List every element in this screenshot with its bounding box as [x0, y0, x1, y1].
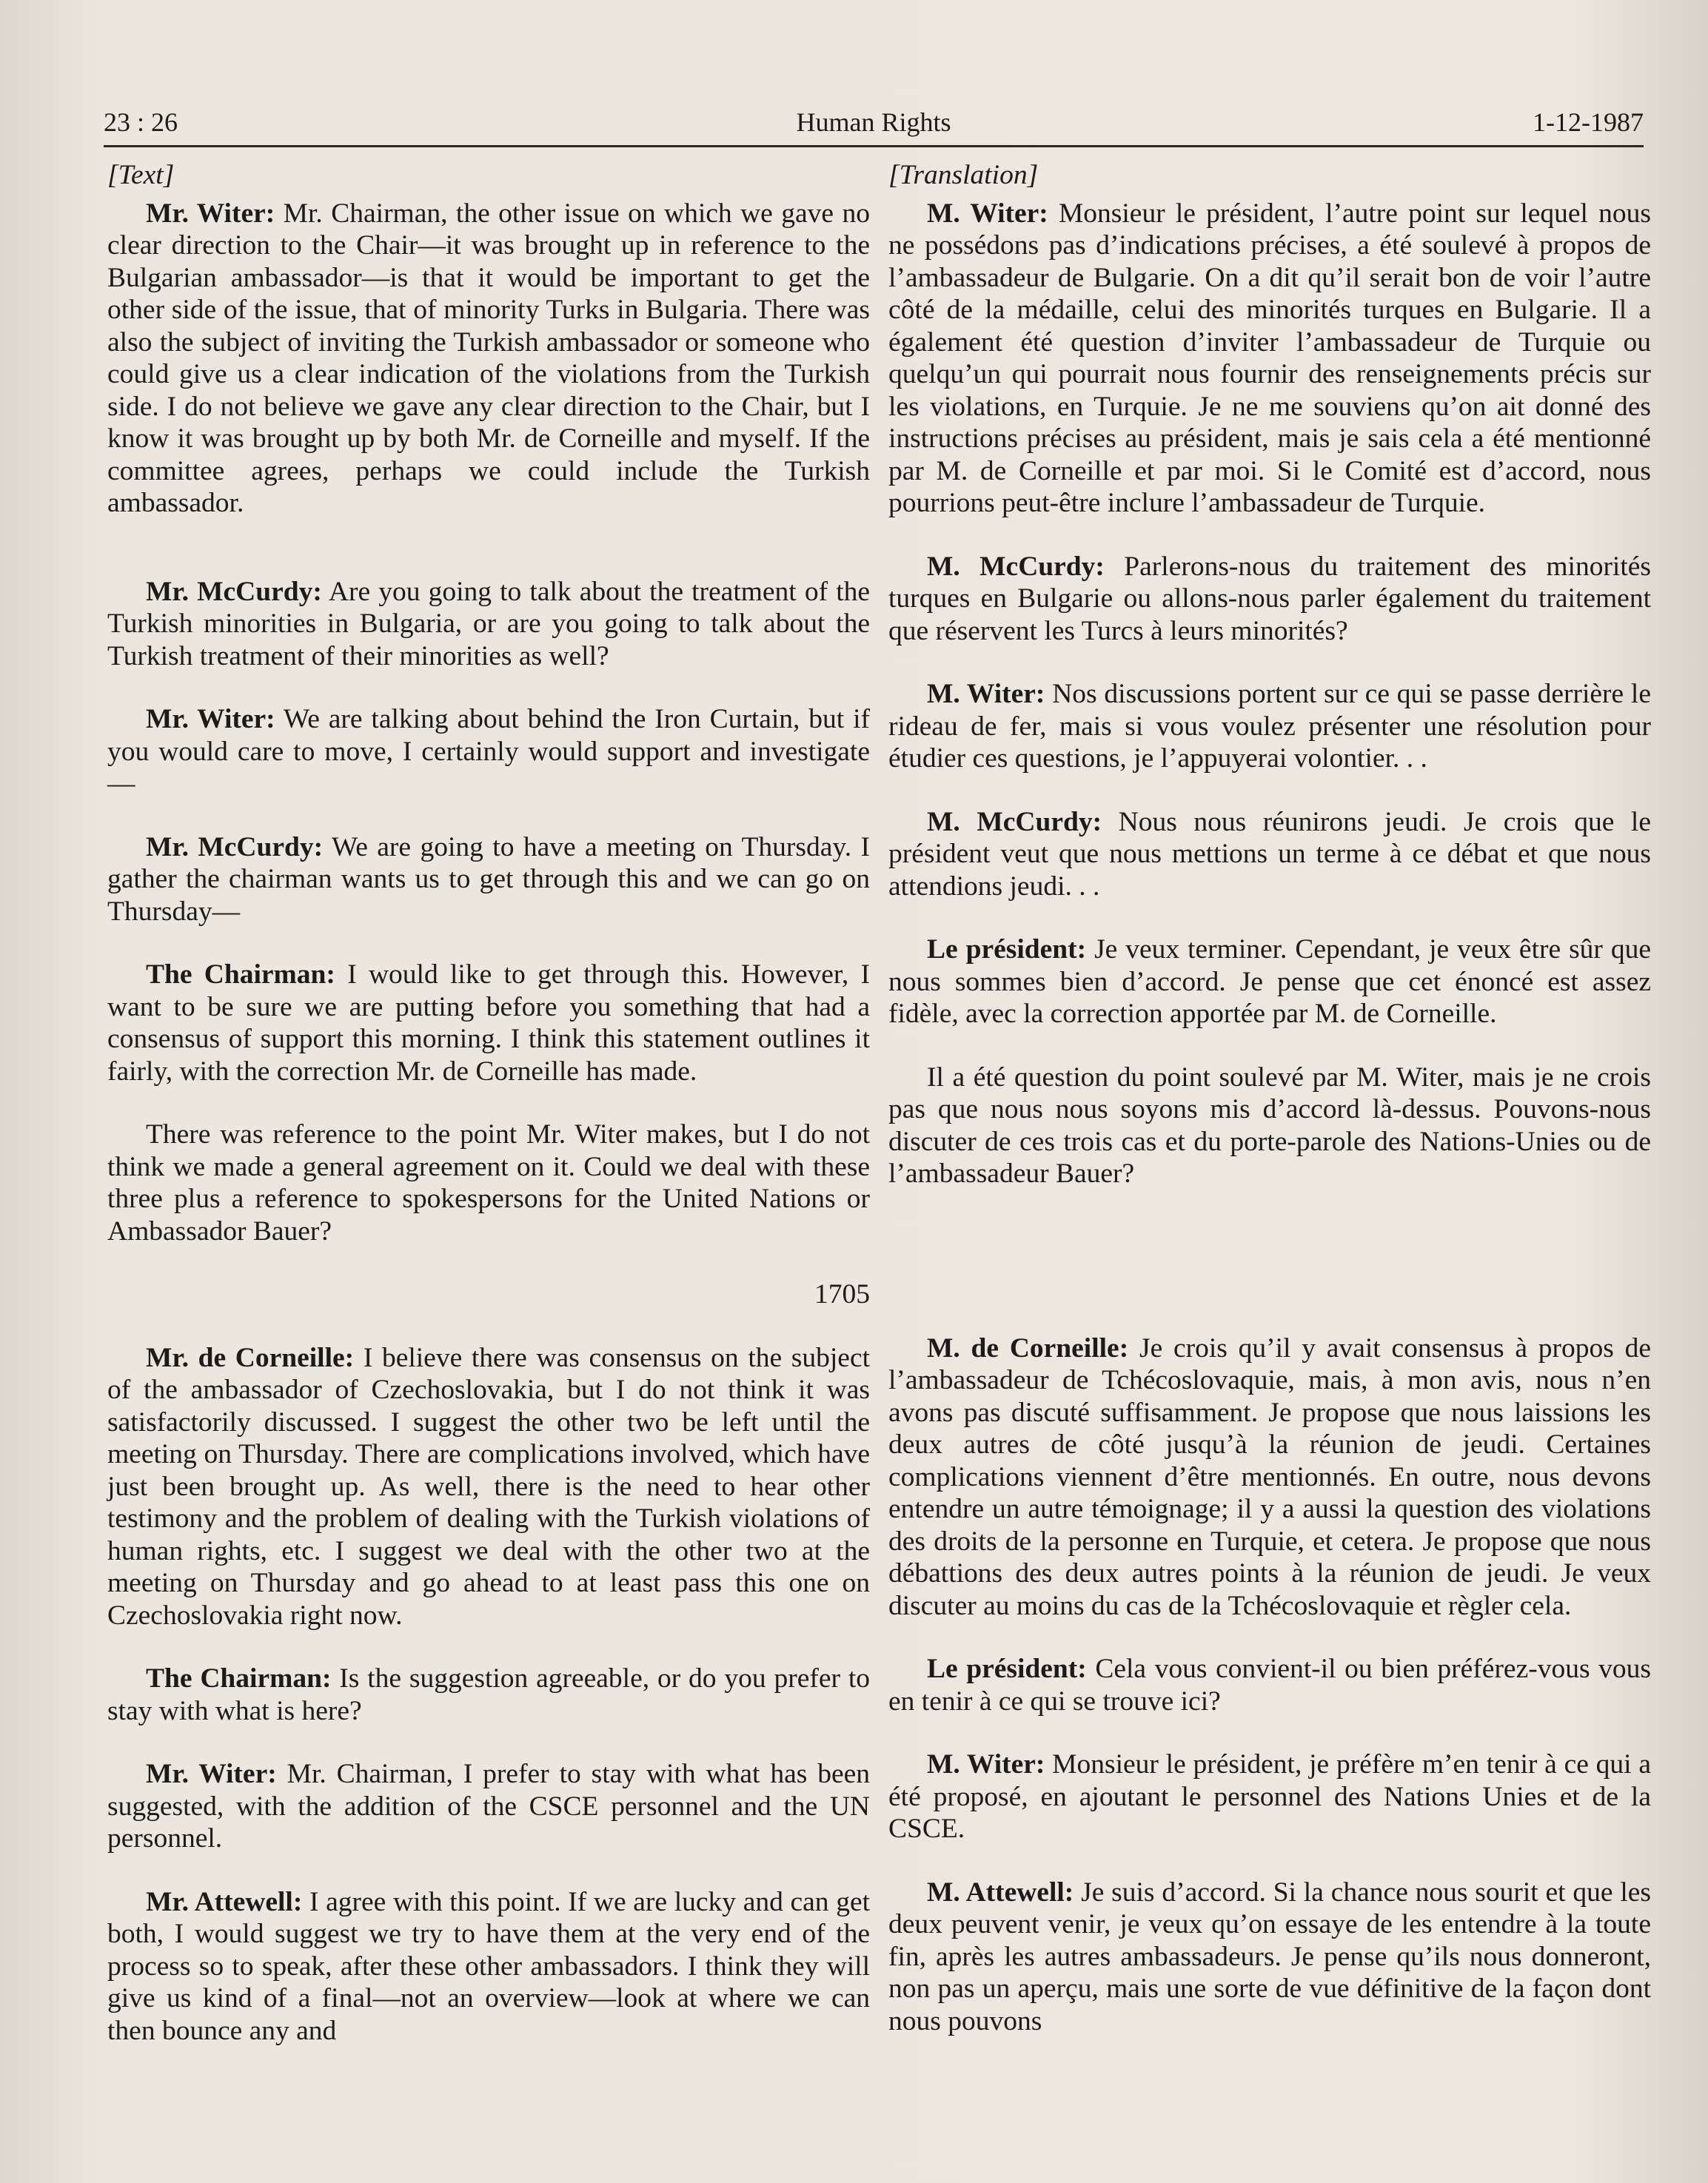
speech: Il a été question du point soulevé par M. Witer, mais je ne crois pas que nous nous soyons mis d’accord là-dessus. Pouvons-nous discuter de ces trois cas et du porte-parole des Nations-Unies ou de l’ambassadeur Bauer?	[888, 1062, 1651, 1189]
speech: I agree with this point. If we are lucky and can get both, I would suggest we try to have them at the very end of the process so to speak, after these other ambassadors. I think they will give us kind of a final—not an overview—look at where we can then bounce any and	[107, 1886, 871, 2046]
text-label: [Text]	[107, 160, 175, 190]
speaker: Mr. Attewell:	[146, 1886, 303, 1917]
speaker: M. McCurdy:	[927, 551, 1105, 582]
speech: I would like to get through this. However, I want to be sure we are putting before you something that had a consensus of support this morning. I think this statement outlines it fairly, with the correction Mr. de Corneille has made.	[107, 959, 871, 1087]
speaker: Mr. McCurdy:	[146, 831, 324, 862]
speaker: The Chairman:	[146, 1663, 332, 1694]
running-header	[104, 104, 1644, 147]
paragraph	[888, 551, 1651, 648]
speaker: M. Witer:	[927, 198, 1048, 229]
speech: Je suis d’accord. Si la chance nous sourit et que les deux peuvent venir, je veux qu’on essaye de les entendre à la toute fin, après les autres ambassadeurs. Je pense qu’ils nous donneront, non pas un aperçu, mais une sorte de vue définitive de la façon dont nous pouvons	[888, 1877, 1652, 2036]
speech: Monsieur le président, l’autre point sur lequel nous ne possédons pas d’indications précises, a été soulevé à propos de l’ambassadeur de Bulgarie. On a dit qu’il serait bon de voir l’autre côté de la médaille, celui des minorités turques en Bulgarie. Il a également été question d’inviter l’ambassadeur de Turquie ou quelqu’un qui pourrait nous fournir des renseignements précis sur les violations, en Turquie. Je ne me souviens qu’on ait donné des instructions précises au président, mais je sais cela a été mentionné par M. de Corneille et par moi. Si le Comité est d’accord, nous pourrions peut-être inclure l’ambassadeur de Turquie.	[888, 198, 1651, 518]
time-stamp: 1705	[814, 1279, 870, 1310]
speech: Nous nous réunirons jeudi. Je crois que le président veut que nous mettions un terme à ce débat et que nous attendions jeudi. . .	[888, 806, 1651, 902]
speech: Are you going to talk about the treatment of the Turkish minorities in Bulgaria, or are you going to talk about the Turkish treatment of their minorities as well?	[107, 576, 871, 671]
header-date: 1-12-1987	[1533, 107, 1644, 137]
paragraph	[107, 959, 870, 1087]
paragraph	[107, 703, 870, 800]
paragraph	[107, 198, 870, 520]
speaker: Mr. McCurdy:	[146, 576, 322, 607]
speech: I believe there was consensus on the subject of the ambassador of Czechoslovakia, but I do not think it was satisfactorily discussed. I suggest the other two be left until the meeting on Thursday. There are complications involved, which have just been brought up. As well, there is the need to hear other testimony and the problem of dealing with the Turkish violations of human rights, etc. I suggest we deal with the other two at the meeting on Thursday and go ahead to at least pass this one on Czechoslovakia right now.	[107, 1342, 871, 1631]
paragraph	[888, 806, 1651, 903]
speaker: M. de Corneille:	[927, 1332, 1129, 1364]
speaker: Le président:	[927, 934, 1087, 965]
english-column	[107, 159, 870, 2078]
speaker: Le président:	[927, 1654, 1087, 1684]
paragraph	[107, 831, 870, 928]
speech: We are talking about behind the Iron Curtain, but if you would care to move, I certainly would support and investigate—	[107, 704, 870, 799]
paragraph	[888, 1877, 1651, 2038]
speech: Is the suggestion agreeable, or do you prefer to stay with what is here?	[107, 1663, 870, 1726]
paragraph	[888, 1062, 1651, 1190]
paragraph	[888, 1332, 1651, 1623]
translation-label: [Translation]	[888, 160, 1039, 190]
speech: There was reference to the point Mr. Witer makes, but I do not think we made a general agreement on it. Could we deal with these three plus a reference to spokespersons for the United Nations or Ambassador Bauer?	[107, 1119, 870, 1247]
speech: Cela vous convient-il ou bien préférez-vous vous en tenir à ce qui se trouve ici?	[888, 1654, 1651, 1717]
page-number: 23 : 26	[104, 107, 178, 137]
paragraph	[888, 1748, 1651, 1845]
speaker: Mr. Witer:	[146, 1759, 277, 1789]
paragraph	[107, 1119, 870, 1247]
speech: Parlerons-nous du traitement des minorités turques en Bulgarie ou allons-nous parler également du traitement que réservent les Turcs à leurs minorités?	[888, 551, 1652, 646]
paragraph	[107, 1758, 870, 1855]
speaker: M. Witer:	[927, 1749, 1045, 1780]
speech: Mr. Chairman, the other issue on which we gave no clear direction to the Chair—it was brought up in reference to the Bulgarian ambassador—is that it would be important to get the other side of the issue, that of minority Turks in Bulgaria. There was also the subject of inviting the Turkish ambassador or someone who could give us a clear indication of the violations from the Turkish side. I do not believe we gave any clear direction to the Chair, but I know it was brought up by both Mr. de Corneille and myself. If the committee agrees, perhaps we could include the Turkish ambassador.	[107, 198, 870, 518]
speech: Monsieur le président, je préfère m’en tenir à ce qui a été proposé, en ajoutant le personnel des Nations Unies et de la CSCE.	[888, 1749, 1651, 1844]
speaker: M. Attewell:	[927, 1877, 1074, 1908]
paragraph	[888, 1653, 1651, 1717]
journal-title: Human Rights	[796, 107, 951, 137]
speech: Mr. Chairman, I prefer to stay with what has been suggested, with the addition of the CSCE personnel and the UN personnel.	[107, 1759, 870, 1854]
speaker: Mr. Witer:	[146, 704, 275, 734]
speech: Je crois qu’il y avait consensus à propos de l’ambassadeur de Tchécoslovaquie, mais, à mon avis, nous n’en avons pas discuté suffisamment. Je propose que nous laissions les deux autres de côté jusqu’à la réunion de jeudi. Certaines complications viennent d’être mentionnés. En outre, nous devons entendre un autre témoignage; il y a aussi la question des violations des droits de la personne en Turquie, et cetera. Je propose que nous débattions des deux autres points à la réunion de jeudi. Je veux discuter au moins du cas de la Tchécoslovaquie et règler cela.	[888, 1332, 1651, 1621]
paragraph	[888, 933, 1651, 1030]
paragraph	[107, 1886, 870, 2048]
speaker: Mr. de Corneille:	[146, 1342, 355, 1373]
speaker: M. Witer:	[927, 679, 1045, 709]
speaker: M. McCurdy:	[927, 806, 1102, 837]
speaker: The Chairman:	[146, 959, 335, 990]
speech: We are going to have a meeting on Thursday. I gather the chairman wants us to get through this and we can go on Thursday—	[107, 831, 870, 927]
paragraph	[107, 1663, 870, 1727]
french-column	[888, 159, 1651, 2068]
paragraph	[888, 678, 1651, 775]
paragraph	[888, 198, 1651, 520]
paragraph	[107, 1342, 870, 1632]
speaker: Mr. Witer:	[146, 198, 275, 229]
speech: Nos discussions portent sur ce qui se passe derrière le rideau de fer, mais si vous voulez présenter une résolution pour étudier ces questions, je l’appuyerai volontier. . .	[888, 679, 1651, 774]
paragraph	[107, 576, 870, 673]
speech: Je veux terminer. Cependant, je veux être sûr que nous sommes bien d’accord. Je pense que cet énoncé est assez fidèle, avec la correction apportée par M. de Corneille.	[888, 934, 1651, 1029]
